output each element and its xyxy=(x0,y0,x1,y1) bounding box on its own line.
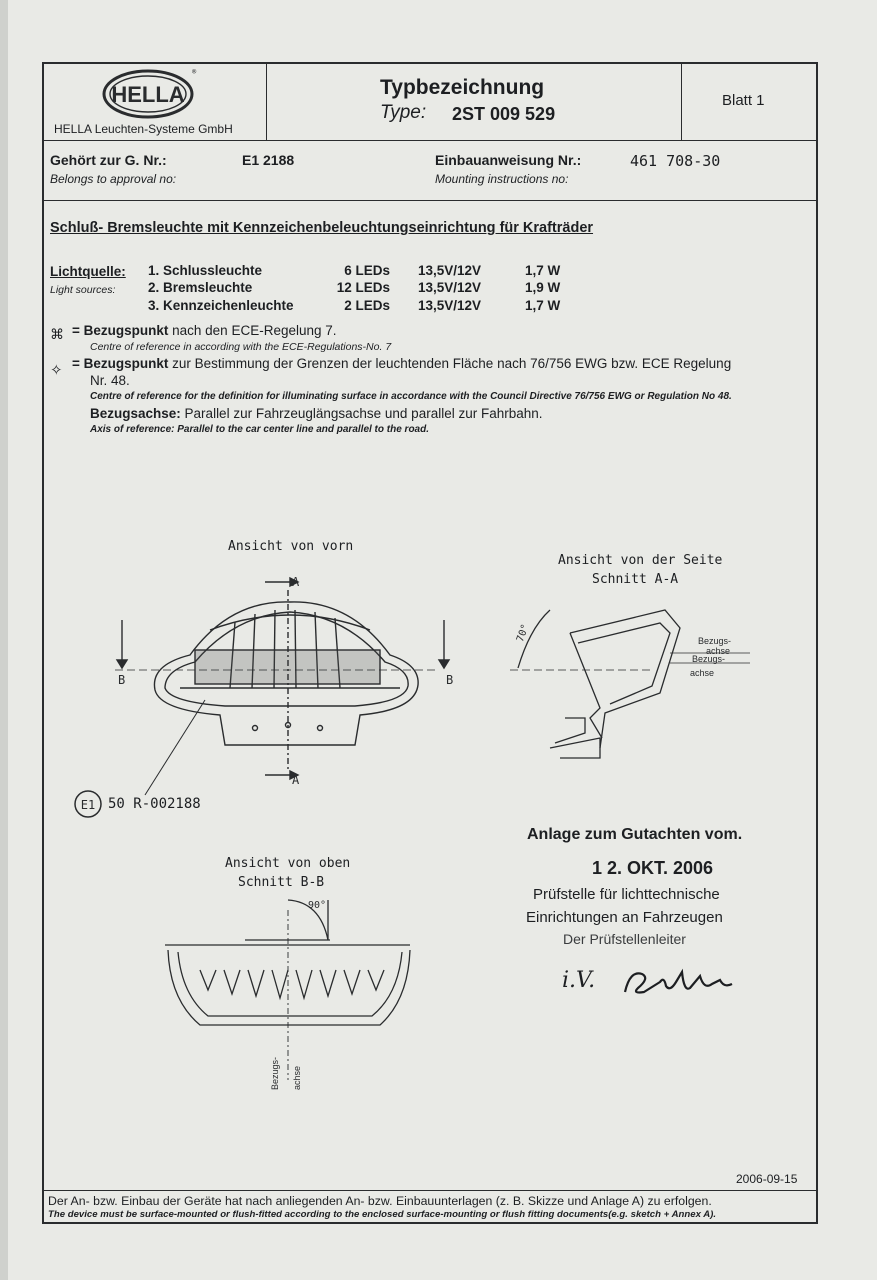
side-view-title-2: Schnitt A-A xyxy=(592,572,679,587)
angle-70-label: 70° xyxy=(514,622,532,644)
stamp-line-5: Der Prüfstellenleiter xyxy=(563,931,686,947)
top-axis-label-1: Bezugs- xyxy=(270,1056,280,1090)
light-source-name: 3. Kennzeichenleuchte xyxy=(148,298,294,313)
reference-point-icon-2: ✧ xyxy=(50,362,63,379)
light-source-name: 1. Schlussleuchte xyxy=(148,263,263,278)
side-view-drawing xyxy=(510,598,760,768)
light-sources-label-en: Light sources: xyxy=(50,284,116,296)
sheet-number: Blatt 1 xyxy=(722,92,765,109)
approval-divider xyxy=(42,200,818,201)
reference-note-1-en: Centre of reference in according with the ECE-Regulations-No. 7 xyxy=(90,341,392,353)
svg-text:E1: E1 xyxy=(80,798,96,812)
reference-point-icon-1: ⌘ xyxy=(50,326,64,342)
side-view-title-1: Ansicht von der Seite xyxy=(558,553,723,568)
approval-label-en: Belongs to approval no: xyxy=(50,172,177,186)
mounting-label: Einbauanweisung Nr.: xyxy=(435,152,582,168)
stamp-line-3: Prüfstelle für lichttechnische xyxy=(533,886,720,903)
section-a-top-label: A xyxy=(292,575,300,589)
header-col-divider-1 xyxy=(266,62,267,140)
mounting-value: 461 708-30 xyxy=(630,152,721,170)
stamp-line-1: Anlage zum Gutachten vom. xyxy=(527,826,743,843)
header-divider xyxy=(42,140,818,141)
type-label: Type: xyxy=(380,102,427,123)
side-axis-label-1b: achse xyxy=(706,646,731,656)
signature-image xyxy=(620,962,740,1002)
footer-text-de: Der An- bzw. Einbau der Geräte hat nach anliegenden An- bzw. Einbauunterlagen (z. B. Skizze und Anlage A) zu erfolgen. xyxy=(48,1194,712,1208)
light-source-power: 1,9 W xyxy=(525,280,561,295)
side-axis-label-1a: Bezugs- xyxy=(698,636,732,646)
reference-axis-note: Bezugsachse: Parallel zur Fahrzeuglängsachse und parallel zur Fahrbahn. xyxy=(90,406,543,421)
light-source-leds: 6 LEDs xyxy=(344,263,390,278)
top-view-title-2: Schnitt B-B xyxy=(238,875,325,890)
stamp-date: 1 2. OKT. 2006 xyxy=(592,858,714,878)
footer-divider xyxy=(42,1190,818,1191)
light-source-power: 1,7 W xyxy=(525,263,561,278)
front-view-drawing xyxy=(110,570,454,790)
top-axis-label-2: achse xyxy=(292,1065,302,1090)
light-source-leds: 12 LEDs xyxy=(336,280,390,295)
approval-value: E1 2188 xyxy=(242,152,295,168)
light-source-voltage: 13,5V/12V xyxy=(418,280,482,295)
approval-label: Gehört zur G. Nr.: xyxy=(50,152,167,168)
product-title: Schluß- Bremsleuchte mit Kennzeichenbeleuchtungseinrichtung für Krafträder xyxy=(50,220,594,236)
svg-text:®: ® xyxy=(192,68,197,76)
reference-note-2: = Bezugspunkt zur Bestimmung der Grenzen der leuchtenden Fläche nach 76/756 EWG bzw. ECE Regelung xyxy=(72,356,732,371)
section-b-left-label: B xyxy=(118,673,126,687)
logo-text: HELLA xyxy=(111,82,185,107)
angle-90-label: 90° xyxy=(308,900,327,911)
reference-note-2-en: Centre of reference for the definition for illuminating surface in accordance with the Council Directive 76/756 EWG or Regulation No 48. xyxy=(90,391,732,402)
type-value: 2ST 009 529 xyxy=(452,104,556,124)
footer-date: 2006-09-15 xyxy=(736,1172,798,1186)
top-view-drawing xyxy=(160,890,420,1100)
e1-approval-mark-icon xyxy=(72,788,104,820)
reference-note-2-cont: Nr. 48. xyxy=(90,373,130,388)
stamp-line-4: Einrichtungen an Fahrzeugen xyxy=(526,909,723,926)
front-view-title: Ansicht von vorn xyxy=(228,539,354,554)
approval-mark-number: 50 R-002188 xyxy=(108,796,201,812)
reference-note-1: = Bezugspunkt nach den ECE-Regelung 7. xyxy=(72,323,337,338)
type-title: Typbezeichnung xyxy=(380,76,545,99)
light-source-leds: 2 LEDs xyxy=(344,298,390,313)
section-b-right-label: B xyxy=(446,673,454,687)
signature-prefix: i.V. xyxy=(562,968,596,993)
light-sources-label: Lichtquelle: xyxy=(50,264,126,279)
reference-axis-note-en: Axis of reference: Parallel to the car center line and parallel to the road. xyxy=(90,424,429,435)
light-source-power: 1,7 W xyxy=(525,298,561,313)
side-axis-label-2b: achse xyxy=(690,668,715,678)
mounting-label-en: Mounting instructions no: xyxy=(435,172,569,186)
section-a-bottom-label: A xyxy=(292,773,300,787)
light-source-voltage: 13,5V/12V xyxy=(418,298,482,313)
header-col-divider-2 xyxy=(681,62,682,140)
light-source-name: 2. Bremsleuchte xyxy=(148,280,253,295)
footer-text-en: The device must be surface-mounted or flush-fitted according to the enclosed surface-mounting or flush fitting documents(e.g. sketch + Annex A). xyxy=(48,1209,716,1220)
company-name: HELLA Leuchten-Systeme GmbH xyxy=(54,122,233,136)
light-source-voltage: 13,5V/12V xyxy=(418,263,482,278)
side-axis-label-2a: Bezugs- xyxy=(692,654,726,664)
top-view-title-1: Ansicht von oben xyxy=(225,856,351,871)
